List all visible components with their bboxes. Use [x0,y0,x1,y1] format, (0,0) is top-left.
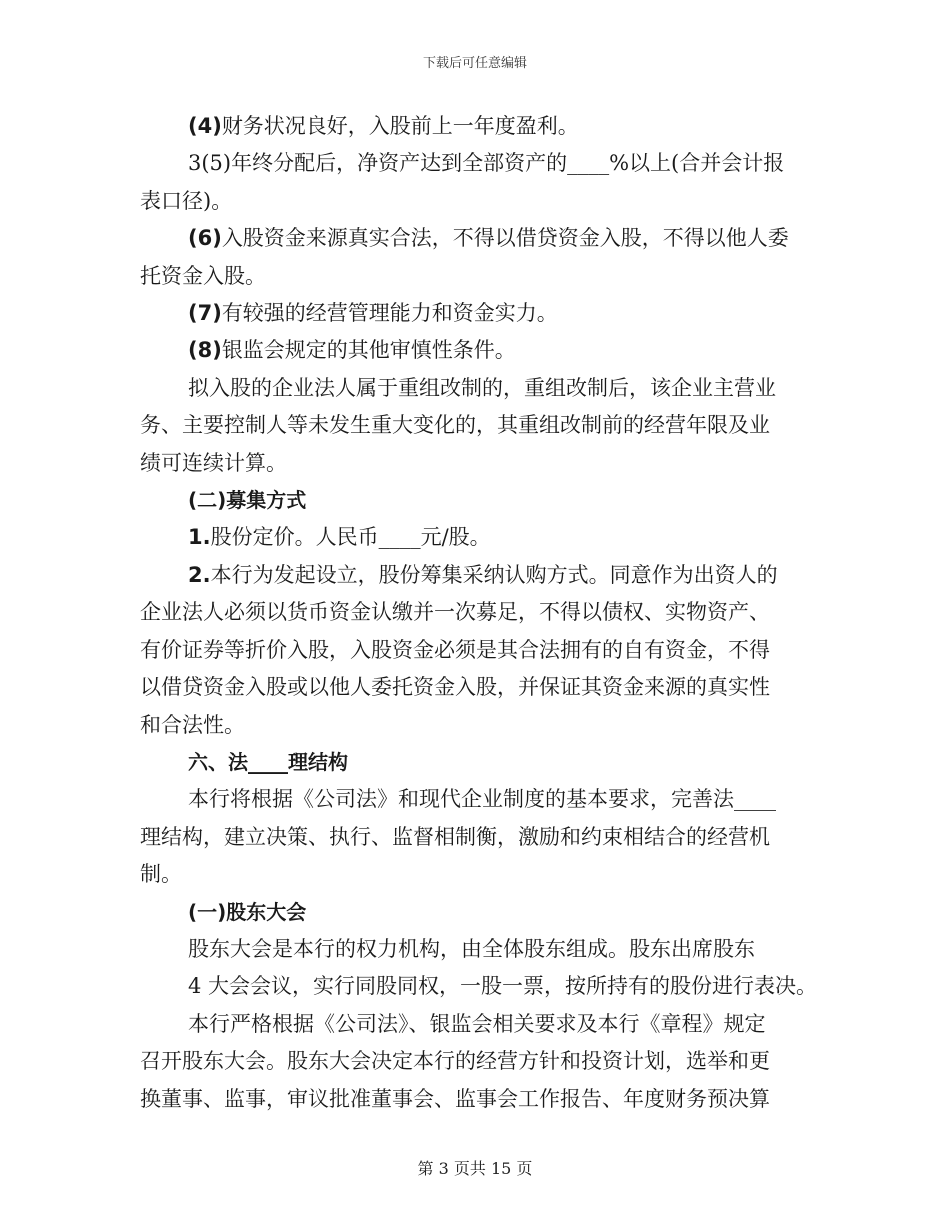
paragraph-line: 本行严格根据《公司法》、银监会相关要求及本行《章程》规定 [188,1011,766,1036]
paragraph-line: 表口径)。 [140,188,233,213]
paragraph-item-7 [140,295,820,332]
item-number: (6) [188,226,222,251]
paragraph-line: 企业法人必须以货币资金认缴并一次募足，不得以债权、实物资产、 [140,600,770,625]
paragraph-shareholders [140,931,820,1006]
section-heading-shareholders-meeting: (一)股东大会 [188,899,307,924]
paragraph-method [140,557,820,744]
item-number: (4) [188,114,222,138]
paragraph-line: 有较强的经营管理能力和资金实力。 [221,301,558,326]
paragraph-price [140,519,820,556]
paragraph-line: 务、主要控制人等未发生重大变化的，其重组改制前的经营年限及业 [140,413,770,438]
paragraph-line: 拟入股的企业法人属于重组改制的，重组改制后，该企业主营业 [188,375,776,400]
paragraph-item-4 [140,108,820,145]
paragraph-line: 4 大会会议，实行同股同权，一股一票，按所持有的股份进行表决。 [188,974,818,999]
paragraph-line: 有价证券等折价入股，入股资金必须是其合法拥有的自有资金，不得 [140,637,770,662]
paragraph-line: 股东大会是本行的权力机构，由全体股东组成。股东出席股东 [188,936,755,961]
item-number: (7) [188,301,222,326]
paragraph-line: 银监会规定的其他审慎性条件。 [221,338,516,363]
paragraph-line: 理结构，建立决策、执行、监督相制衡，激励和约束相结合的经营机 [140,824,770,849]
paragraph-line: 和合法性。 [140,712,245,737]
item-number: 1. [188,525,211,550]
paragraph-item-5 [140,145,820,220]
section-heading-governance: 六、法____理结构 [188,749,348,774]
paragraph-line: 入股资金来源真实合法，不得以借贷资金入股，不得以他人委 [221,226,789,251]
paragraph-first-line [140,557,820,594]
paragraph-line: 3(5)年终分配后，净资产达到全部资产的____%以上(合并会计报 [188,151,785,176]
item-number: (8) [188,338,222,363]
paragraph-convene [140,1006,820,1118]
paragraph-first-line [140,220,820,257]
paragraph-governance [140,781,820,893]
paragraph-line: 以借贷资金入股或以他人委托资金入股，并保证其资金来源的真实性 [140,675,770,700]
paragraph-line: 绩可连续计算。 [140,450,287,475]
paragraph-line: 制。 [140,862,182,887]
paragraph-line: 本行为发起设立，股份筹集采纳认购方式。同意作为出资人的 [210,562,778,587]
item-number: 2. [188,562,211,587]
section-heading-raise-method: (二)募集方式 [188,488,307,513]
paragraph-item-6 [140,220,820,295]
page-header: 下载后可任意编辑 [422,56,527,71]
paragraph-item-8 [140,332,820,369]
page-number: 第 3 页共 15 页 [417,1159,533,1178]
paragraph-line: 财务状况良好，入股前上一年度盈利。 [221,114,579,138]
paragraph-line: 股份定价。人民币____元/股。 [210,525,491,550]
paragraph-line: 本行将根据《公司法》和现代企业制度的基本要求，完善法____ [188,787,776,812]
paragraph-line: 换董事、监事，审议批准董事会、监事会工作报告、年度财务预决算 [140,1086,770,1111]
paragraph-line: 召开股东大会。股东大会决定本行的经营方针和投资计划，选举和更 [140,1049,770,1074]
document-body [140,108,820,1118]
paragraph-restructure [140,370,820,482]
paragraph-line: 托资金入股。 [140,263,266,288]
